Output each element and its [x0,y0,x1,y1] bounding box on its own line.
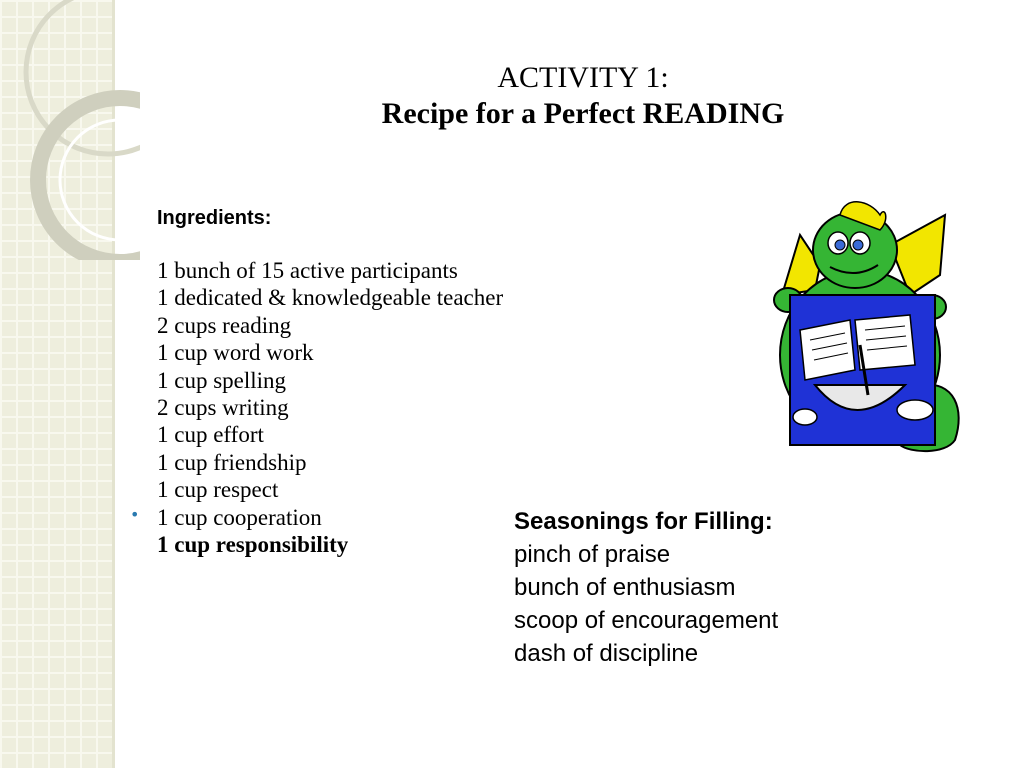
ingredient-item: 1 cup friendship [157,449,307,475]
seasoning-item: bunch of enthusiasm [514,574,736,601]
dragon-reading-book-clipart [760,195,975,460]
seasonings-heading: Seasonings for Filling: [514,508,773,535]
bullet-icon: • [130,505,140,524]
ingredient-item: 1 cup responsibility [157,532,349,558]
ingredient-item: 2 cups writing [157,395,289,421]
decorative-circles [0,0,140,260]
seasoning-item: pinch of praise [514,541,671,568]
ingredient-item: 1 cup word work [157,340,314,366]
ingredient-item: 2 cups reading [157,312,292,338]
title-line-1: ACTIVITY 1: [497,61,669,94]
seasoning-item: dash of discipline [514,640,699,667]
ingredient-item: 1 cup spelling [157,367,287,393]
seasoning-item: scoop of encouragement [514,607,779,634]
ingredients-list [157,257,503,558]
slide-title [300,60,866,132]
ingredient-item: 1 cup respect [157,477,279,503]
title-line-2: Recipe for a Perfect READING [381,97,785,130]
ingredient-item: 1 cup cooperation [157,504,322,530]
ingredients-heading: Ingredients: [157,207,272,229]
ingredient-item: 1 cup effort [157,422,264,448]
seasonings-block [514,505,778,670]
ingredient-item: 1 bunch of 15 active participants [157,258,458,283]
ingredient-item: 1 dedicated & knowledgeable teacher [157,285,504,311]
